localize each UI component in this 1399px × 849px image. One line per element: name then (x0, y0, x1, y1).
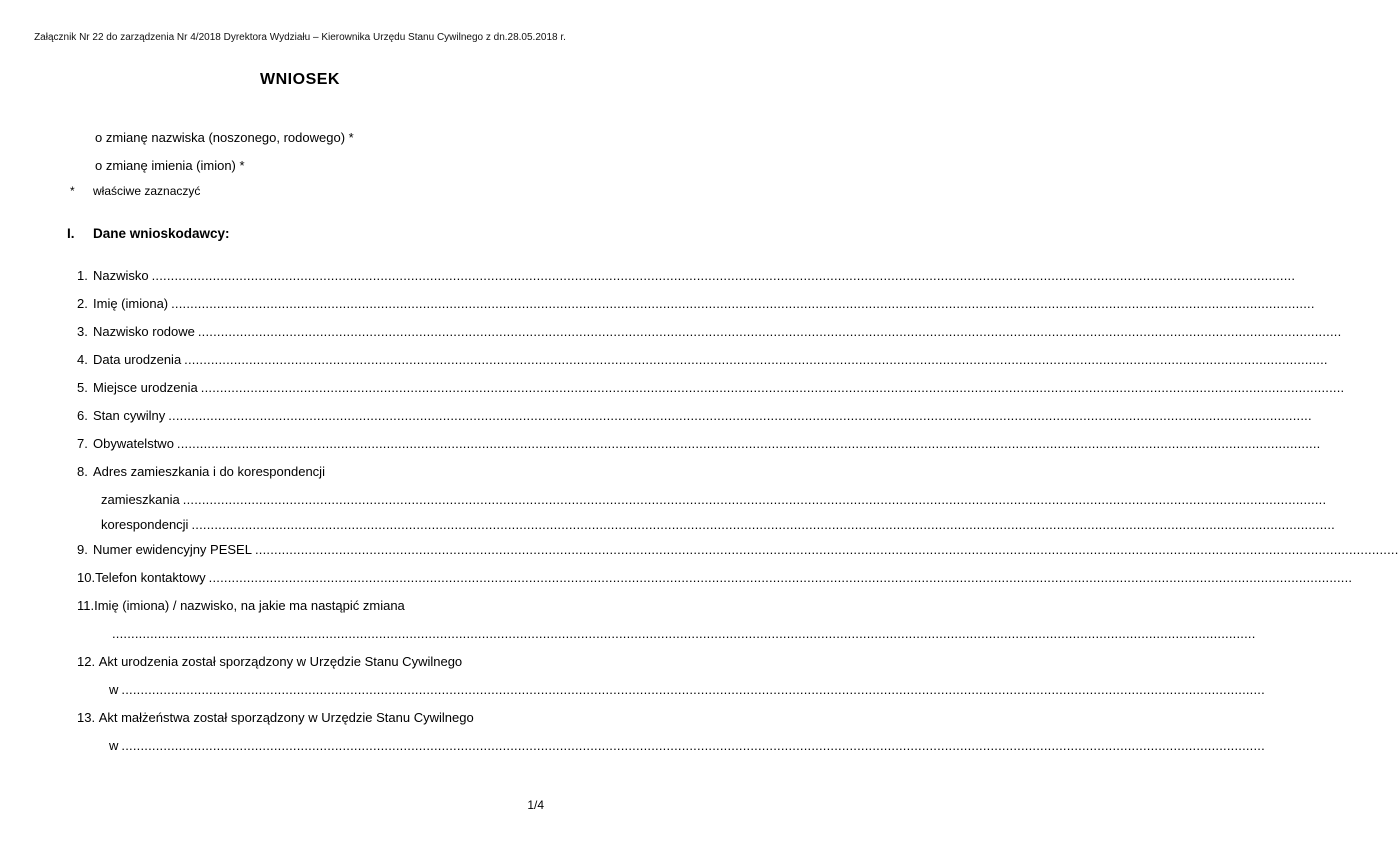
form-row-label: Nazwisko rodowe (93, 324, 195, 339)
form-row (77, 517, 1335, 542)
form-row-label: Adres zamieszkania i do korespondencji (93, 464, 325, 479)
form-row (77, 436, 1321, 464)
form-row-number: 3. (77, 324, 88, 339)
form-row (77, 710, 535, 738)
asterisk-footnote-text: właściwe zaznaczyć (93, 184, 201, 198)
form-row-number: 9. (77, 542, 88, 557)
form-row-label: Data urodzenia (93, 352, 182, 367)
form-row-number: 5. (77, 380, 88, 395)
request-options (95, 130, 540, 186)
form-row (77, 464, 535, 492)
dotted-fill-line: ............................................................................................................................................................................................................................................................................................................ (184, 352, 1328, 367)
section-heading (67, 226, 230, 242)
dotted-fill-line: ............................................................................................................................................................................................................................................................................................................ (151, 268, 1296, 283)
form-row-label: w (109, 682, 119, 697)
dotted-fill-line: ............................................................................................................................................................................................................................................................................................................ (168, 408, 1312, 423)
form-row (77, 542, 1399, 570)
asterisk-marker: * (70, 184, 75, 198)
dotted-fill-line: ............................................................................................................................................................................................................................................................................................................ (208, 570, 1353, 585)
page-number: 1/4 (527, 798, 544, 812)
document-title: WNIOSEK (260, 71, 340, 88)
dotted-fill-line: ............................................................................................................................................................................................................................................................................................................ (121, 682, 1265, 697)
form-row-label: Nazwisko (93, 268, 149, 283)
form-row-number: 6. (77, 408, 88, 423)
dotted-fill-line: ............................................................................................................................................................................................................................................................................................................ (197, 324, 1342, 339)
form-row-label: zamieszkania (101, 492, 180, 507)
form-row-label: Numer ewidencyjny PESEL (93, 542, 252, 557)
form-row (77, 682, 1265, 710)
form-row (77, 492, 1327, 517)
form-row-label: Imię (imiona) / nazwisko, na jakie ma nastąpić zmiana (94, 598, 405, 613)
form-row (77, 626, 1256, 654)
form-row-label: Akt małżeństwa został sporządzony w Urzędzie Stanu Cywilnego (98, 710, 474, 725)
form-row (77, 654, 535, 682)
asterisk-footnote (70, 184, 200, 198)
form-row-number: 1. (77, 268, 88, 283)
dotted-fill-line: ............................................................................................................................................................................................................................................................................................................ (171, 296, 1315, 311)
form-row-label: korespondencji (101, 517, 189, 532)
form-row (77, 380, 1345, 408)
form-row-number: 11. (77, 598, 95, 613)
form-row-number: 4. (77, 352, 88, 367)
form-row (77, 408, 1312, 436)
section-numeral: I. (67, 226, 75, 241)
dotted-fill-line: ............................................................................................................................................................................................................................................................................................................ (121, 738, 1265, 753)
section-title: Dane wnioskodawcy: (93, 226, 230, 241)
form-row-label: Akt urodzenia został sporządzony w Urzędzie Stanu Cywilnego (98, 654, 463, 669)
dotted-fill-line: ............................................................................................................................................................................................................................................................................................................ (182, 492, 1327, 507)
form-row (77, 268, 1296, 296)
form-row-number: 10. (77, 570, 96, 585)
form-row-label: Obywatelstwo (93, 436, 174, 451)
form-row (77, 352, 1328, 380)
form-rows (77, 268, 1399, 766)
dotted-fill-line: ............................................................................................................................................................................................................................................................................................................ (254, 542, 1399, 557)
form-row-number: 7. (77, 436, 88, 451)
form-row-number: 12. (77, 654, 99, 669)
form-row (77, 570, 1353, 598)
form-row (77, 598, 535, 626)
form-row (77, 296, 1315, 324)
dotted-fill-line: ............................................................................................................................................................................................................................................................................................................ (112, 626, 1256, 641)
attachment-note: Załącznik Nr 22 do zarządzenia Nr 4/2018 Dyrektora Wydziału – Kierownika Urzędu Stanu Cywilnego z dn.28.05.2018 r. (34, 32, 566, 43)
form-row-label: Miejsce urodzenia (93, 380, 198, 395)
form-row-label: Stan cywilny (93, 408, 166, 423)
option-firstname-change: o zmianę imienia (imion) * (95, 158, 245, 173)
form-row-label: Imię (imiona) (93, 296, 169, 311)
form-row-label: w (109, 738, 119, 753)
form-row-number: 8. (77, 464, 88, 479)
dotted-fill-line: ............................................................................................................................................................................................................................................................................................................ (191, 517, 1335, 532)
form-row-number: 2. (77, 296, 88, 311)
form-row (77, 738, 1265, 766)
option-surname-change: o zmianę nazwiska (noszonego, rodowego) * (95, 130, 354, 145)
dotted-fill-line: ............................................................................................................................................................................................................................................................................................................ (200, 380, 1345, 395)
form-row-number: 13. (77, 710, 99, 725)
form-row-label: Telefon kontaktowy (95, 570, 206, 585)
dotted-fill-line: ............................................................................................................................................................................................................................................................................................................ (176, 436, 1321, 451)
form-row (77, 324, 1342, 352)
